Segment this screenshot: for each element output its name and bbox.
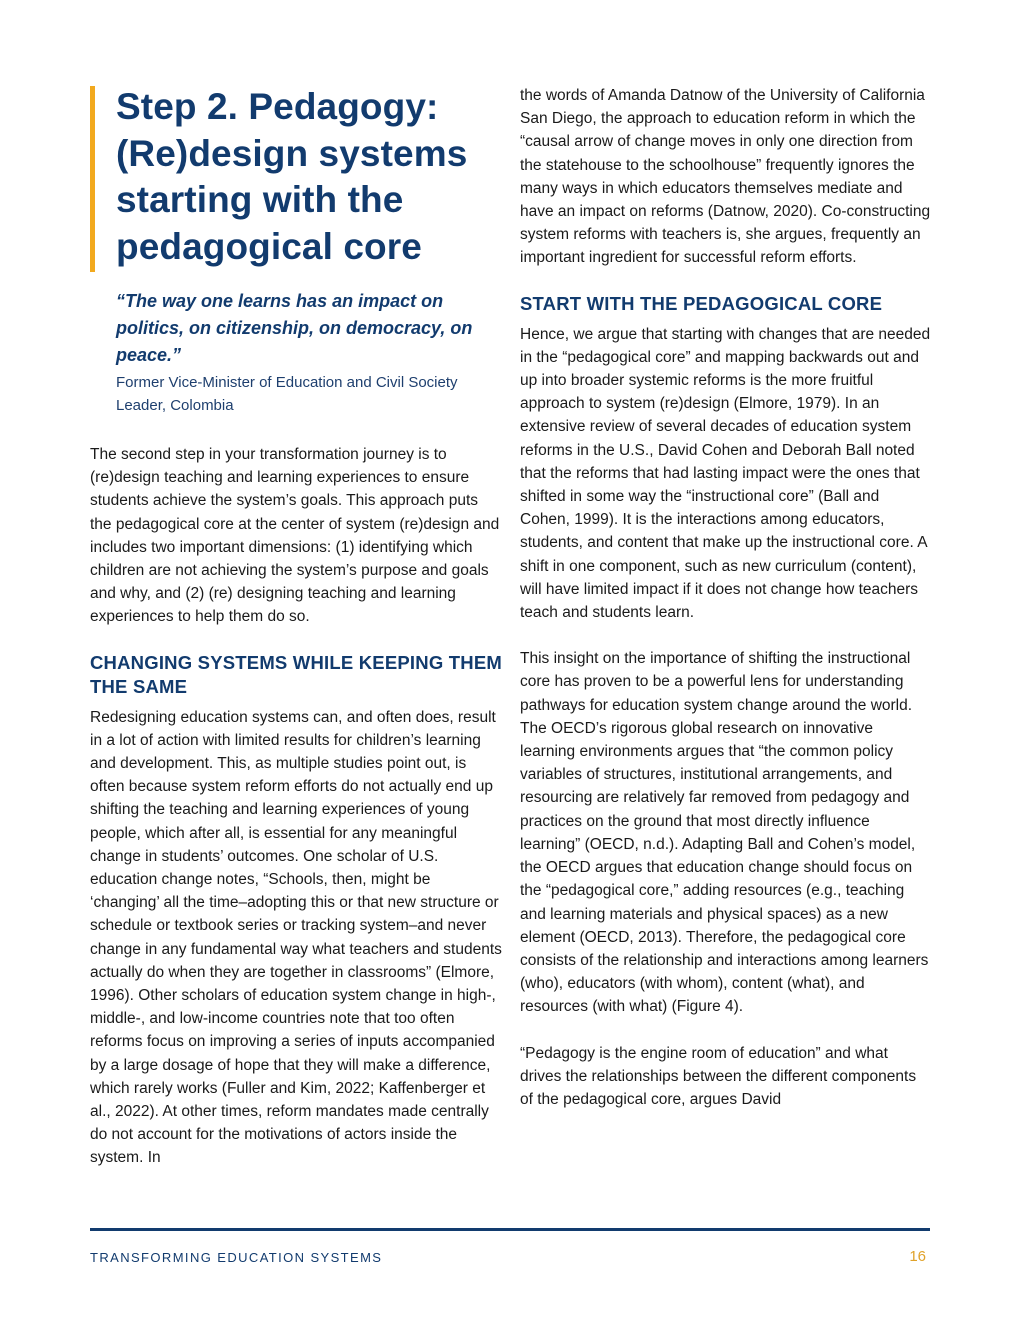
- footer-publication-title: TRANSFORMING EDUCATION SYSTEMS: [90, 1250, 383, 1265]
- left-column: [90, 84, 502, 1170]
- section-heading-pedagogical-core: START WITH THE PEDAGOGICAL CORE: [520, 292, 883, 314]
- pedagogical-core-paragraph-1: Hence, we argue that starting with changes that are needed in the “pedagogical core” and mapping backwards out and up into broader systemic reforms is the more fruitful approach to system (re)design (Elmore, 1979). In an extensive review of several decades of education system reforms in the U.S., David Cohen and Deborah Ball noted that the reforms that had lasting impact were the ones that shifted in some way the “instructional core” (Ball and Cohen, 1999). It is the interactions among educators, students, and content that make up the instructional core. A shift in one component, such as new curriculum (content), will have limited impact if it does not change how teachers teach and students learn.: [520, 325, 931, 622]
- title-block: [90, 84, 502, 270]
- changing-systems-paragraph: Redesigning education systems can, and often does, result in a lot of action with limited results for children’s learning and development. This, as multiple studies point out, is often because system reform efforts do not actually end up shifting the teaching and learning experiences of young people, which after all, is essential for any meaningful change in students’ outcomes. One scholar of U.S. education change notes, “Schools, then, might be ‘changing’ all the time–adopting this or that new structure or schedule or textbook series or tracking system–and never change in any fundamental way what teachers and students actually do when they are together in classrooms” (Elmore, 1996). Other scholars of education system change in high-, middle-, and low-income countries note that too often reforms focus on improving a series of inputs accompanied by a large dosage of hope that they will make a difference, which rarely works (Fuller and Kim, 2022; Kaffenberger et al., 2022). At other times, reform mandates made centrally do not account for the motivations of actors inside the system. In: [90, 708, 502, 1167]
- right-column: [520, 84, 932, 1111]
- section-heading-changing-systems: CHANGING SYSTEMS WHILE KEEPING THEM THE SAME: [90, 651, 502, 697]
- page-number: 16: [909, 1248, 926, 1265]
- quote-attribution: Former Vice-Minister of Education and Civil Society Leader, Colombia: [116, 374, 458, 414]
- intro-paragraph: The second step in your transformation journey is to (re)design teaching and learning experiences to ensure students achieve the system’s goals. This approach puts the pedagogical core at the center of system (re)design and includes two important dimensions: (1) identifying which children are not achieving the system’s purpose and goals and why, and (2) (re) designing teaching and learning experiences to help them do so.: [90, 446, 500, 626]
- page-title: Step 2. Pedagogy: (Re)design systems starting with the pedagogical core: [116, 86, 468, 267]
- pedagogical-core-paragraph-3: “Pedagogy is the engine room of education” and what drives the relationships between the different components of the pedagogical core, argues David: [520, 1044, 917, 1108]
- pedagogical-core-paragraph-2: This insight on the importance of shifting the instructional core has proven to be a powerful lens for understanding pathways for education system change around the world. The OECD’s rigorous global research on innovative learning environments argues that “the common policy variables of structures, institutional arrangements, and resourcing are relatively far removed from pedagogy and practices on the ground that most directly influence learning” (OECD, n.d.). Adapting Ball and Cohen’s model, the OECD argues that education change should focus on the “pedagogical core,” adding resources (e.g., teaching and learning materials and physical spaces) as a new element (OECD, 2013). Therefore, the pedagogical core consists of the relationship and interactions among learners (who), educators (with whom), content (what), and resources (with what) (Figure 4).: [520, 650, 929, 1016]
- continuation-paragraph: the words of Amanda Datnow of the University of California San Diego, the approach to education reform in which the “causal arrow of change moves in only one direction from the statehouse to the schoolhouse” frequently ignores the many ways in which educators themselves mediate and have an impact on reforms (Datnow, 2020). Co-constructing system reforms with teachers is, she argues, frequently an important ingredient for successful reform efforts.: [520, 87, 931, 267]
- quote-text: “The way one learns has an impact on politics, on citizenship, on democracy, on peace.”: [116, 291, 473, 365]
- footer-divider: [90, 1228, 930, 1231]
- title-accent-bar: [90, 86, 95, 272]
- pull-quote: [116, 288, 502, 417]
